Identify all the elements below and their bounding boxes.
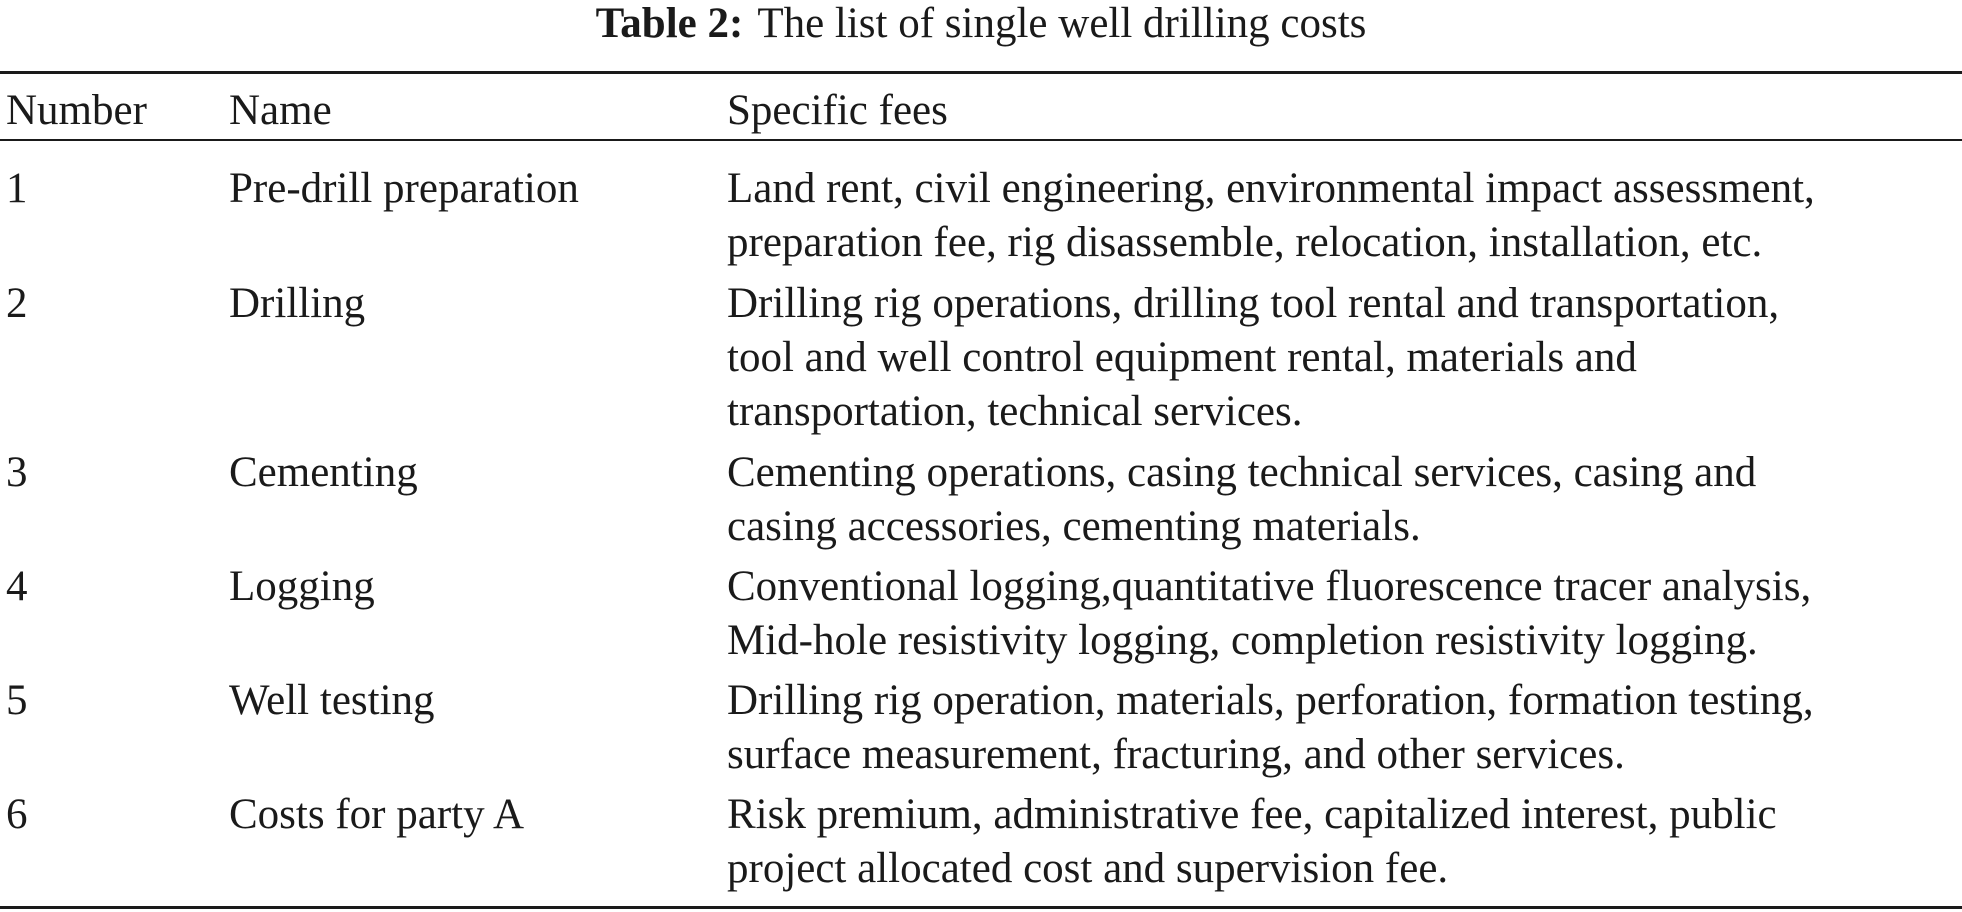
row-number: 5 (6, 677, 28, 724)
fee-line: Drilling rig operations, drilling tool rental and transportation, (727, 280, 1780, 327)
row-fees (727, 446, 1756, 554)
fee-line: project allocated cost and supervision fee. (727, 845, 1449, 892)
header-specific-fees: Specific fees (727, 87, 948, 134)
row-number: 1 (6, 165, 28, 212)
header-number: Number (6, 87, 147, 134)
fee-line: casing accessories, cementing materials. (727, 503, 1421, 550)
fee-line: transportation, technical services. (727, 388, 1303, 435)
fee-line: Drilling rig operation, materials, perforation, formation testing, (727, 677, 1814, 724)
row-fees (727, 674, 1814, 782)
row-name: Cementing (229, 449, 418, 496)
table-header-rule (0, 139, 1962, 141)
table-bottom-rule (0, 906, 1962, 909)
row-name: Pre-drill preparation (229, 165, 579, 212)
row-name: Well testing (229, 677, 435, 724)
row-number: 3 (6, 449, 28, 496)
table-top-rule (0, 71, 1962, 74)
row-number: 6 (6, 791, 28, 838)
row-fees (727, 560, 1811, 668)
fee-line: Mid-hole resistivity logging, completion resistivity logging. (727, 617, 1758, 664)
table-caption (0, 0, 1962, 45)
fee-line: Risk premium, administrative fee, capitalized interest, public (727, 791, 1777, 838)
table-caption-text: The list of single well drilling costs (757, 0, 1367, 47)
header-name: Name (229, 87, 332, 134)
row-number: 2 (6, 280, 28, 327)
fee-line: tool and well control equipment rental, materials and (727, 334, 1637, 381)
row-fees (727, 788, 1777, 896)
fee-line: Land rent, civil engineering, environmental impact assessment, (727, 165, 1815, 212)
fee-line: Cementing operations, casing technical services, casing and (727, 449, 1757, 496)
fee-line: Conventional logging,quantitative fluorescence tracer analysis, (727, 563, 1812, 610)
row-number: 4 (6, 563, 28, 610)
row-name: Costs for party A (229, 791, 525, 838)
fee-line: preparation fee, rig disassemble, relocation, installation, etc. (727, 219, 1763, 266)
table-caption-label: Table 2: (595, 0, 744, 47)
row-fees (727, 162, 1815, 270)
fee-line: surface measurement, fracturing, and other services. (727, 731, 1625, 778)
row-name: Logging (229, 563, 375, 610)
row-fees (727, 277, 1779, 439)
row-name: Drilling (229, 280, 366, 327)
